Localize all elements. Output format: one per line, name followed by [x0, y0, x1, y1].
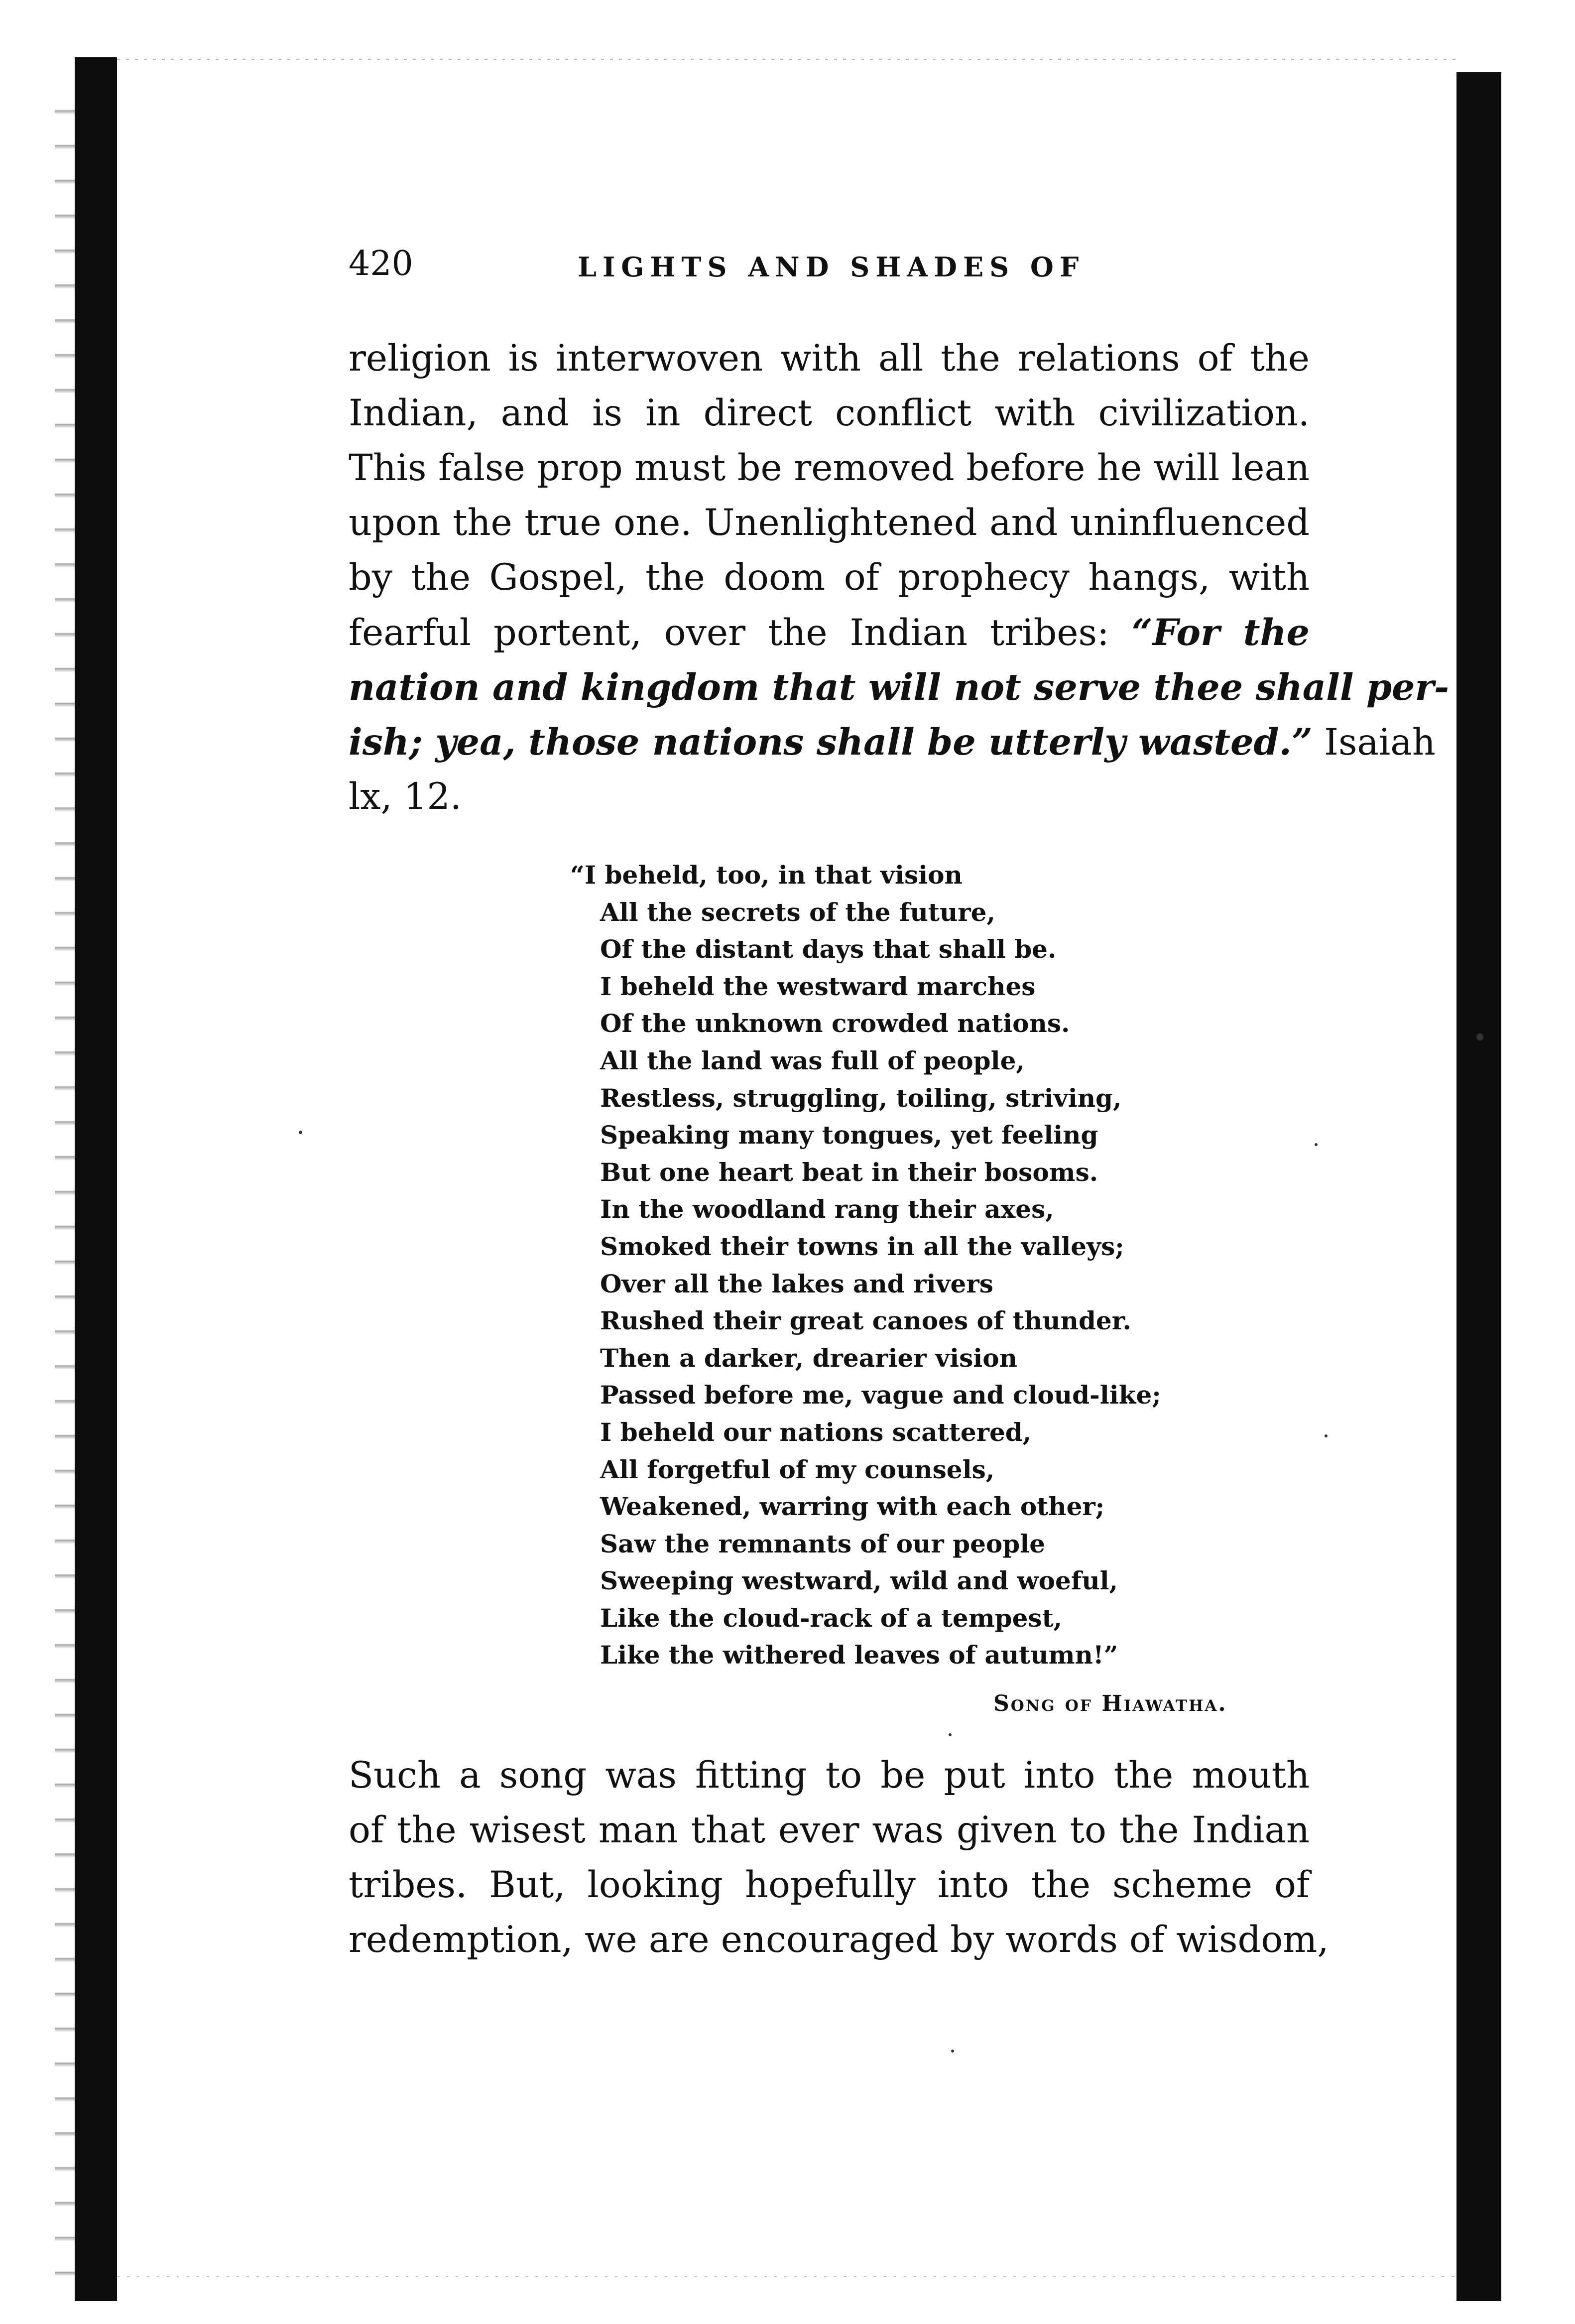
running-head: LIGHTS AND SHADES OF	[578, 251, 1085, 283]
poem-block	[570, 857, 1317, 1674]
scan-speck	[299, 1131, 302, 1134]
text-line: This false prop must be removed before he will lean	[349, 447, 1310, 489]
poem-line: All the secrets of the future,	[600, 897, 995, 927]
poem-line: I beheld the westward marches	[600, 971, 1036, 1001]
scan-speck	[951, 2050, 954, 2053]
page-header	[349, 244, 1344, 284]
poem-line: Restless, struggling, toiling, striving,	[600, 1083, 1122, 1113]
poem-attribution: Song of Hiawatha.	[993, 1691, 1227, 1716]
text-line: tribes. But, looking hopefully into the scheme of	[349, 1864, 1310, 1906]
scan-edge-right	[1456, 72, 1501, 2301]
poem-line: Over all the lakes and rivers	[600, 1269, 993, 1298]
text-line: religion is interwoven with all the relations of the	[349, 337, 1310, 380]
scan-speck	[1325, 1434, 1328, 1437]
poem-line: I beheld our nations scattered,	[600, 1417, 1032, 1447]
poem-line: All the land was full of people,	[600, 1045, 1025, 1075]
poem-line: Then a darker, drearier vision	[600, 1343, 1017, 1373]
scan-bottom-edge	[117, 2276, 1456, 2277]
paragraph-2	[349, 1748, 1329, 1967]
text-line: lx, 12.	[349, 775, 462, 818]
poem-line: In the woodland rang their axes,	[600, 1194, 1054, 1224]
poem-line: Saw the remnants of our people	[600, 1529, 1046, 1558]
poem-line: But one heart beat in their bosoms.	[600, 1157, 1098, 1187]
poem-line: Weakened, warring with each other;	[600, 1492, 1105, 1522]
text-line: redemption, we are encouraged by words of wisdom,	[349, 1919, 1329, 1961]
scan-speck	[1315, 1143, 1318, 1146]
scan-edge-left	[75, 57, 117, 2301]
scan-edge-left-noise	[55, 80, 75, 2291]
poem-line: “I beheld, too, in that vision	[570, 860, 963, 890]
poem-line: Like the withered leaves of autumn!”	[600, 1640, 1118, 1670]
text-line: of the wisest man that ever was given to the Indian	[349, 1809, 1310, 1851]
text-line: upon the true one. Unenlightened and uninfluenced	[349, 502, 1310, 544]
text-line: Such a song was fitting to be put into the mouth	[349, 1754, 1310, 1797]
scan-speck	[1476, 1033, 1483, 1040]
poem-line: Like the cloud-rack of a tempest,	[600, 1603, 1063, 1633]
text-line	[349, 715, 1436, 770]
poem-line: Of the unknown crowded nations.	[600, 1009, 1070, 1038]
scripture-quote: ish; yea, those nations shall be utterly wasted.”	[349, 721, 1313, 764]
poem-line: All forgetful of my counsels,	[600, 1454, 995, 1484]
scan-speck	[949, 1733, 952, 1736]
text-line: by the Gospel, the doom of prophecy hangs, with	[349, 556, 1310, 599]
text-segment: fearful portent, over the Indian tribes:	[349, 612, 1132, 654]
scan-top-edge	[117, 59, 1456, 60]
poem-line: Rushed their great canoes of thunder.	[600, 1306, 1131, 1336]
poem-line: Smoked their towns in all the valleys;	[600, 1231, 1124, 1261]
page-number: 420	[349, 244, 413, 283]
scripture-quote: “For the	[1131, 611, 1310, 654]
poem-line: Sweeping westward, wild and woeful,	[600, 1566, 1118, 1596]
scripture-quote-line: nation and kingdom that will not serve thee shall per-	[349, 666, 1450, 709]
scripture-reference: Isaiah	[1324, 721, 1436, 764]
poem-line: Speaking many tongues, yet feeling	[600, 1120, 1098, 1150]
paragraph-1	[349, 331, 1450, 824]
poem-line: Passed before me, vague and cloud-like;	[600, 1380, 1161, 1410]
text-line: Indian, and is in direct conflict with civilization.	[349, 392, 1310, 434]
poem-line: Of the distant days that shall be.	[600, 934, 1057, 964]
text-line	[349, 605, 1310, 660]
